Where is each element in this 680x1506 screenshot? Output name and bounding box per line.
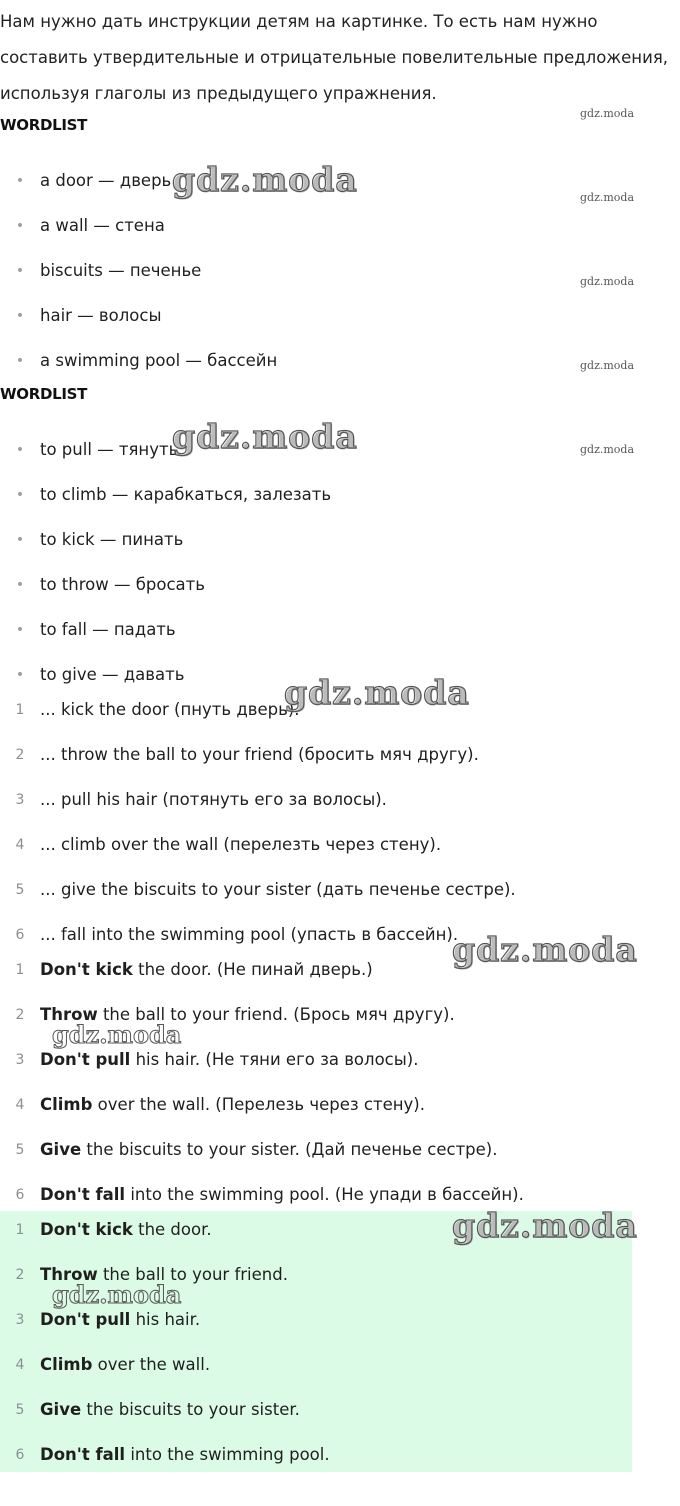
answer-rest: the ball to your friend. — [97, 1265, 288, 1284]
list-item-text: a wall — стена — [40, 216, 165, 235]
list-item-text: to fall — падать — [40, 620, 176, 639]
answer-number: 2 — [15, 1266, 25, 1283]
answer-verb: Don't pull — [40, 1310, 131, 1329]
answer-number: 6 — [15, 1186, 25, 1203]
wordlist-heading: WORDLIST — [0, 116, 88, 134]
answer-rest: into the swimming pool. (Не упади в бассейн). — [125, 1185, 524, 1204]
answer-number: 4 — [15, 1096, 25, 1113]
answer-rest: the ball to your friend. (Брось мяч другу). — [97, 1005, 455, 1024]
bullet-icon: • — [15, 531, 25, 548]
task-number: 6 — [15, 926, 25, 943]
answer-rest: over the wall. — [92, 1355, 211, 1374]
list-item — [0, 293, 640, 338]
list-item-text: a door — дверь — [40, 171, 172, 190]
answer-rest: over the wall. (Перелезь через стену). — [92, 1095, 425, 1114]
task-text: ... fall into the swimming pool (упасть в бассейн). — [40, 925, 459, 944]
answer-verb: Don't pull — [40, 1050, 131, 1069]
list-item — [0, 607, 640, 652]
watermark-logo: gdz.moda — [452, 930, 638, 969]
bullet-icon: • — [15, 576, 25, 593]
list-item — [0, 248, 640, 293]
list-item-text: to climb — карабкаться, залезать — [40, 485, 332, 504]
task-item — [0, 867, 640, 912]
watermark-logo: gdz.moda — [52, 1020, 182, 1049]
task-number: 2 — [15, 746, 25, 763]
answer-rest: the door. (Не пинай дверь.) — [132, 960, 373, 979]
task-text: ... pull his hair (потянуть его за волосы). — [40, 790, 387, 809]
answer-verb: Don't fall — [40, 1445, 126, 1464]
answer-verb: Don't kick — [40, 1220, 133, 1239]
watermark-logo: gdz.moda — [580, 107, 635, 120]
watermark-logo: gdz.moda — [580, 275, 635, 288]
task-text: ... kick the door (пнуть дверь). — [40, 700, 300, 719]
task-text: ... climb over the wall (перелезть через стену). — [40, 835, 442, 854]
bullet-icon: • — [15, 352, 25, 369]
task-item — [0, 732, 640, 777]
answer-number: 1 — [15, 1221, 25, 1238]
list-item-text: to pull — тянуть — [40, 440, 179, 459]
list-item — [0, 338, 640, 383]
answer-number: 2 — [15, 1006, 25, 1023]
list-item-text: a swimming pool — бассейн — [40, 351, 278, 370]
answer-number: 5 — [15, 1401, 25, 1418]
list-item — [0, 203, 640, 248]
bullet-icon: • — [15, 172, 25, 189]
list-item — [0, 472, 640, 517]
bullet-icon: • — [15, 307, 25, 324]
answer-rest: the biscuits to your sister. (Дай печенье сестре). — [81, 1140, 498, 1159]
answer-number: 6 — [15, 1446, 25, 1463]
list-item-text: to kick — пинать — [40, 530, 184, 549]
answer-verb: Climb — [40, 1355, 93, 1374]
task-item — [0, 822, 640, 867]
task-number: 3 — [15, 791, 25, 808]
answer-rest: his hair. (Не тяни его за волосы). — [130, 1050, 419, 1069]
watermark-logo: gdz.moda — [172, 160, 358, 199]
answer-verb: Don't fall — [40, 1185, 126, 1204]
task-number: 1 — [15, 701, 25, 718]
answer-item — [0, 1432, 640, 1477]
answer-rest: his hair. — [130, 1310, 201, 1329]
watermark-logo: gdz.moda — [580, 443, 635, 456]
list-item-text: to throw — бросать — [40, 575, 205, 594]
answer-item — [0, 1387, 640, 1432]
watermark-logo: gdz.moda — [52, 1280, 182, 1309]
task-number: 4 — [15, 836, 25, 853]
answer-verb: Give — [40, 1400, 82, 1419]
intro-paragraph: Нам нужно дать инструкции детям на картинке. То есть нам нужно составить утвердительные и отрицательные повелительные предложения, используя глаголы из предыдущего упражнения. — [0, 12, 668, 103]
answer-number: 3 — [15, 1051, 25, 1068]
answer-rest: the biscuits to your sister. — [81, 1400, 300, 1419]
bullet-icon: • — [15, 486, 25, 503]
task-text: ... throw the ball to your friend (бросить мяч другу). — [40, 745, 479, 764]
answer-verb: Climb — [40, 1095, 93, 1114]
answer-verb: Give — [40, 1140, 82, 1159]
answer-item — [0, 1082, 640, 1127]
watermark-logo: gdz.moda — [580, 191, 635, 204]
task-item — [0, 777, 640, 822]
bullet-icon: • — [15, 217, 25, 234]
bullet-icon: • — [15, 441, 25, 458]
list-item — [0, 517, 640, 562]
answer-rest: into the swimming pool. — [125, 1445, 330, 1464]
answer-verb: Throw — [40, 1005, 98, 1024]
list-item-text: biscuits — печенье — [40, 261, 202, 280]
watermark-logo: gdz.moda — [284, 673, 470, 712]
answer-item — [0, 1342, 640, 1387]
list-item-text: hair — волосы — [40, 306, 162, 325]
wordlist-heading: WORDLIST — [0, 385, 88, 403]
watermark-logo: gdz.moda — [452, 1206, 638, 1245]
bullet-icon: • — [15, 621, 25, 638]
task-text: ... give the biscuits to your sister (дать печенье сестре). — [40, 880, 516, 899]
list-item-text: to give — давать — [40, 665, 185, 684]
bullet-icon: • — [15, 262, 25, 279]
task-number: 5 — [15, 881, 25, 898]
answer-number: 4 — [15, 1356, 25, 1373]
answer-rest: the door. — [132, 1220, 212, 1239]
answer-number: 1 — [15, 961, 25, 978]
list-item — [0, 562, 640, 607]
bullet-icon: • — [15, 666, 25, 683]
answer-verb: Don't kick — [40, 960, 133, 979]
answer-number: 3 — [15, 1311, 25, 1328]
watermark-logo: gdz.moda — [172, 417, 358, 456]
answer-number: 5 — [15, 1141, 25, 1158]
answer-item — [0, 1127, 640, 1172]
watermark-logo: gdz.moda — [580, 359, 635, 372]
answer-verb: Throw — [40, 1265, 98, 1284]
